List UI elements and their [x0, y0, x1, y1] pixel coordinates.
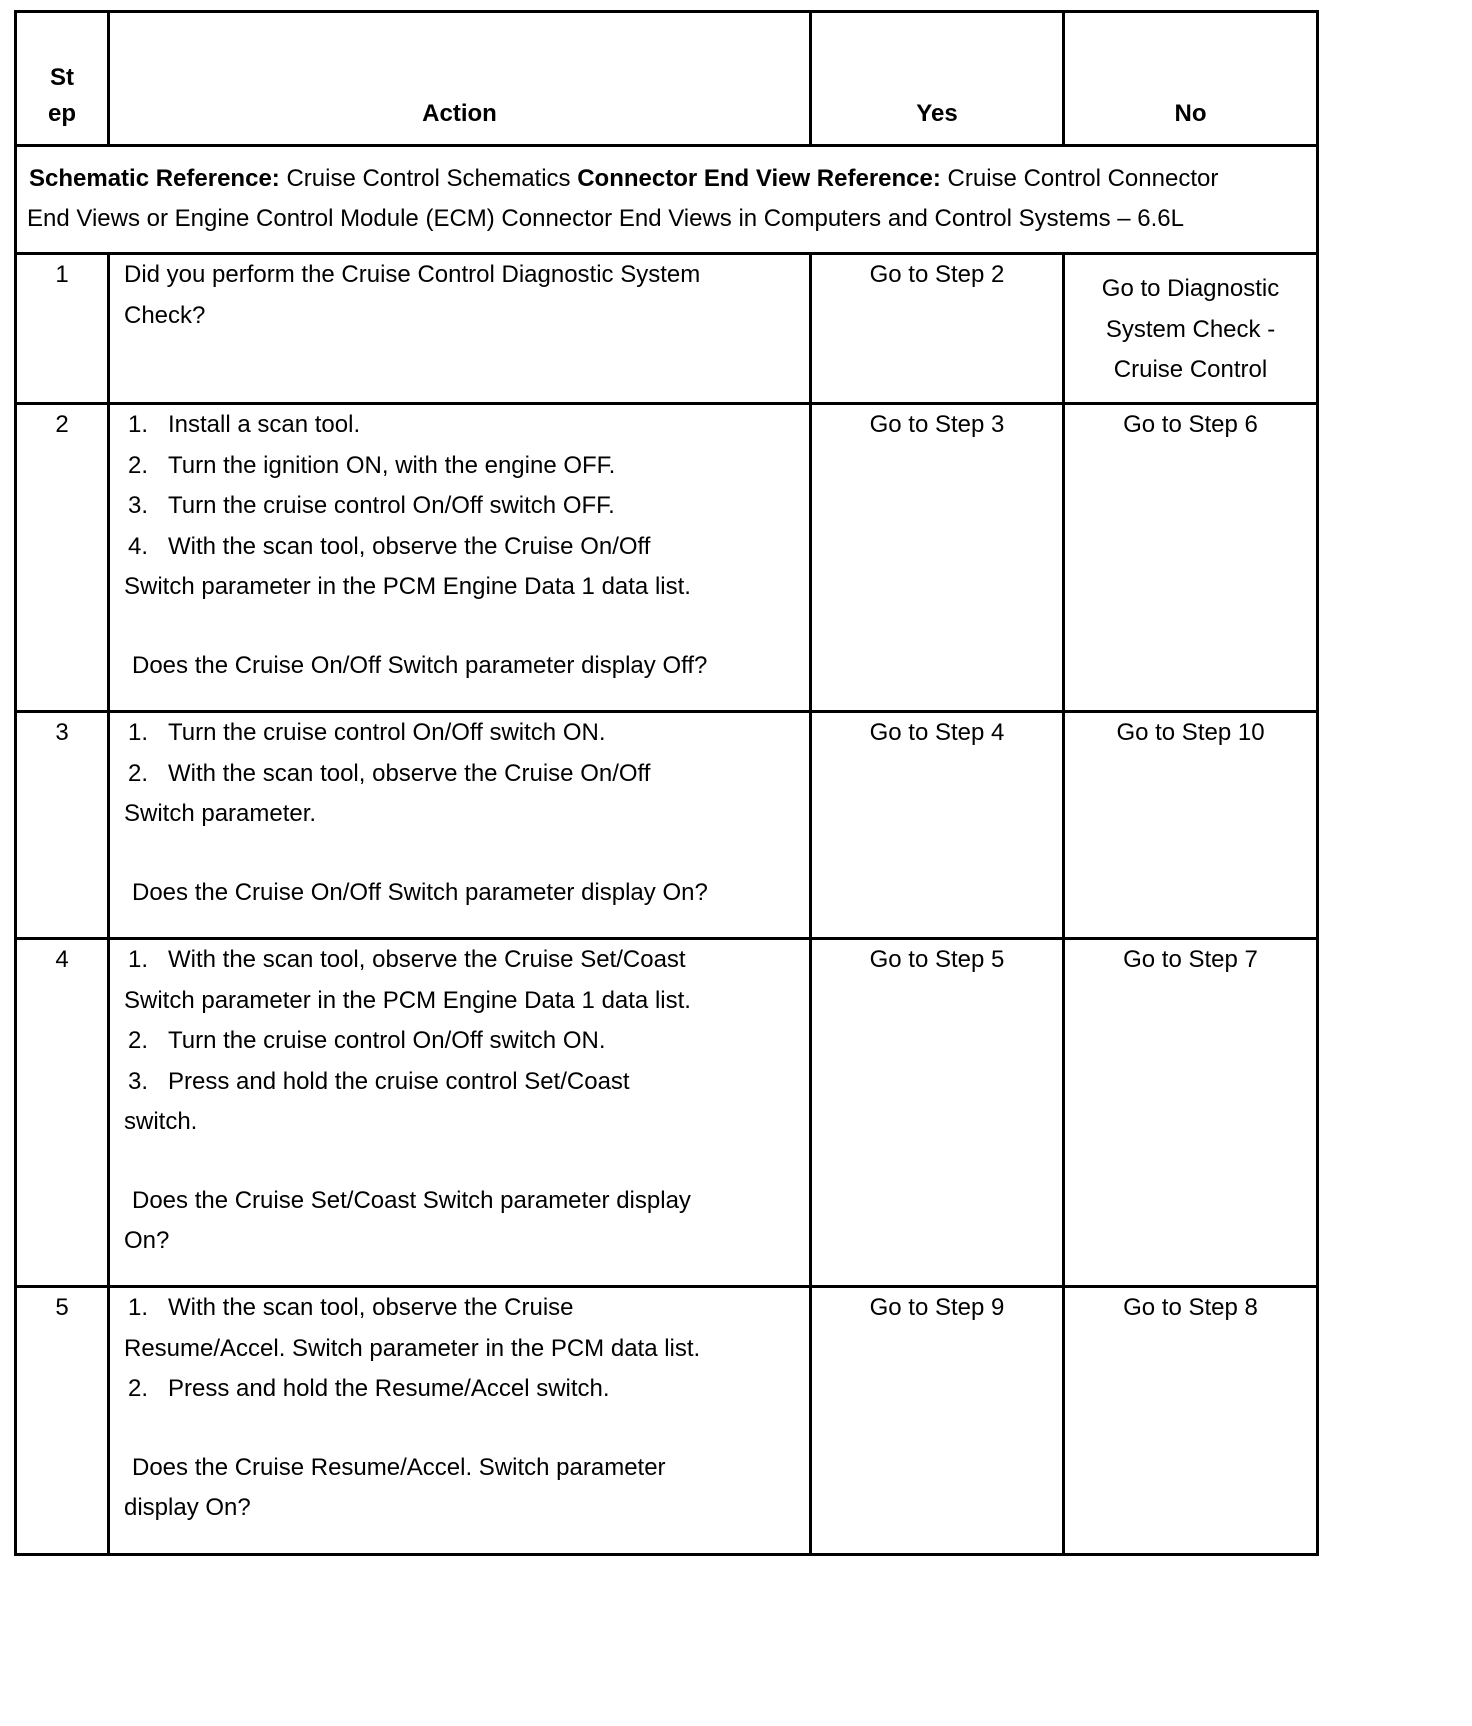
- table-row-step-5: [16, 1287, 1318, 1555]
- yes-cell: Go to Step 9: [811, 1287, 1064, 1555]
- list-item: [124, 405, 809, 446]
- question-text: Does the Cruise On/Off Switch parameter display Off?: [132, 651, 708, 679]
- list-item-number: 3.: [128, 1067, 149, 1095]
- list-item-cont: Switch parameter in the PCM Engine Data 1 data list.: [124, 986, 691, 1014]
- list-item-text: With the scan tool, observe the Cruise On/Off: [168, 759, 651, 787]
- header-step-line1: St: [50, 64, 74, 91]
- list-item-cont: Switch parameter in the PCM Engine Data 1 data list.: [124, 573, 691, 600]
- header-yes: Yes: [811, 12, 1064, 146]
- action-cell: [109, 1287, 811, 1555]
- question-text-cont: On?: [124, 1227, 170, 1254]
- reference-cell: [16, 146, 1318, 254]
- header-no: No: [1064, 12, 1318, 146]
- list-item: [124, 1062, 809, 1103]
- header-step-line2: ep: [47, 100, 76, 127]
- list-item-cont: Switch parameter.: [124, 800, 317, 827]
- list-item-number: 2.: [128, 451, 149, 479]
- list-item-number: 1.: [128, 719, 149, 746]
- list-item-number: 1.: [128, 1294, 149, 1321]
- list-item-number: 1.: [128, 411, 149, 438]
- list-item: [124, 1288, 809, 1329]
- schematic-reference-text: Cruise Control Schematics: [279, 165, 578, 192]
- list-item-text: With the scan tool, observe the Cruise On/Off: [168, 532, 651, 560]
- list-item-cont: switch.: [124, 1108, 198, 1135]
- no-text-line3: Cruise Control: [1113, 356, 1268, 383]
- question-text: Does the Cruise Set/Coast Switch parameter display: [132, 1186, 691, 1214]
- question-text: Does the Cruise Resume/Accel. Switch parameter: [132, 1453, 666, 1481]
- action-cell: [109, 254, 811, 404]
- action-cell: [109, 404, 811, 712]
- no-text-line1: Go to Diagnostic: [1101, 275, 1280, 302]
- list-item-text: With the scan tool, observe the Cruise: [168, 1294, 574, 1321]
- schematic-reference-label: Schematic Reference:: [29, 165, 280, 192]
- list-item-text: Turn the cruise control On/Off switch ON.: [168, 1027, 606, 1054]
- action-text: Did you perform the Cruise Control Diagnostic System: [124, 261, 701, 288]
- action-text-cont: Check?: [124, 301, 206, 329]
- list-item-text: Press and hold the Resume/Accel switch.: [168, 1375, 610, 1402]
- list-item: [124, 486, 809, 527]
- list-item: [124, 1021, 809, 1062]
- connector-reference-label: Connector End View Reference:: [577, 165, 941, 192]
- yes-cell: Go to Step 2: [811, 254, 1064, 404]
- question-text-cont: display On?: [124, 1494, 251, 1521]
- list-item-text: Install a scan tool.: [168, 411, 361, 438]
- yes-cell: Go to Step 3: [811, 404, 1064, 712]
- header-row: [16, 12, 1318, 146]
- question-text: Does the Cruise On/Off Switch parameter display On?: [132, 878, 708, 906]
- action-cell: [109, 712, 811, 939]
- list-item: [124, 754, 809, 795]
- list-item-cont: Resume/Accel. Switch parameter in the PCM data list.: [124, 1334, 701, 1362]
- list-item-text: Turn the ignition ON, with the engine OFF.: [168, 451, 616, 479]
- list-item-number: 4.: [128, 532, 149, 560]
- list-item-text: Press and hold the cruise control Set/Coast: [168, 1067, 630, 1095]
- connector-reference-text-cont: End Views or Engine Control Module (ECM) Connector End Views in Computers and Control Systems – 6.6L: [27, 205, 1185, 232]
- list-item: [124, 1369, 809, 1410]
- list-item-text: Turn the cruise control On/Off switch ON.: [168, 719, 606, 746]
- table-row-step-4: [16, 939, 1318, 1287]
- list-item-number: 2.: [128, 759, 149, 787]
- header-action: Action: [109, 12, 811, 146]
- list-item-text: Turn the cruise control On/Off switch OFF.: [168, 492, 615, 519]
- diagnostic-table: [14, 10, 1319, 1556]
- no-text-line2: System Check -: [1105, 315, 1276, 343]
- yes-cell: Go to Step 5: [811, 939, 1064, 1287]
- step-number: 4: [16, 939, 109, 1287]
- list-item-text: With the scan tool, observe the Cruise Set/Coast: [168, 946, 686, 973]
- step-number: 1: [16, 254, 109, 404]
- step-number: 3: [16, 712, 109, 939]
- table-row-step-3: [16, 712, 1318, 939]
- reference-row: [16, 146, 1318, 254]
- no-cell: Go to Step 8: [1064, 1287, 1318, 1555]
- connector-reference-text: Cruise Control Connector: [940, 165, 1219, 192]
- step-number: 5: [16, 1287, 109, 1555]
- no-cell: Go to Step 10: [1064, 712, 1318, 939]
- table-row-step-1: [16, 254, 1318, 404]
- step-number: 2: [16, 404, 109, 712]
- header-step: [16, 12, 109, 146]
- list-item: [124, 713, 809, 754]
- list-item: [124, 446, 809, 487]
- list-item: [124, 940, 809, 981]
- list-item-number: 2.: [128, 1375, 149, 1402]
- list-item-number: 1.: [128, 946, 149, 973]
- table-row-step-2: [16, 404, 1318, 712]
- no-cell: Go to Step 6: [1064, 404, 1318, 712]
- list-item-number: 3.: [128, 492, 149, 519]
- no-cell: Go to Step 7: [1064, 939, 1318, 1287]
- list-item-number: 2.: [128, 1027, 149, 1054]
- list-item: [124, 527, 809, 568]
- yes-cell: Go to Step 4: [811, 712, 1064, 939]
- no-cell: [1064, 254, 1318, 404]
- action-cell: [109, 939, 811, 1287]
